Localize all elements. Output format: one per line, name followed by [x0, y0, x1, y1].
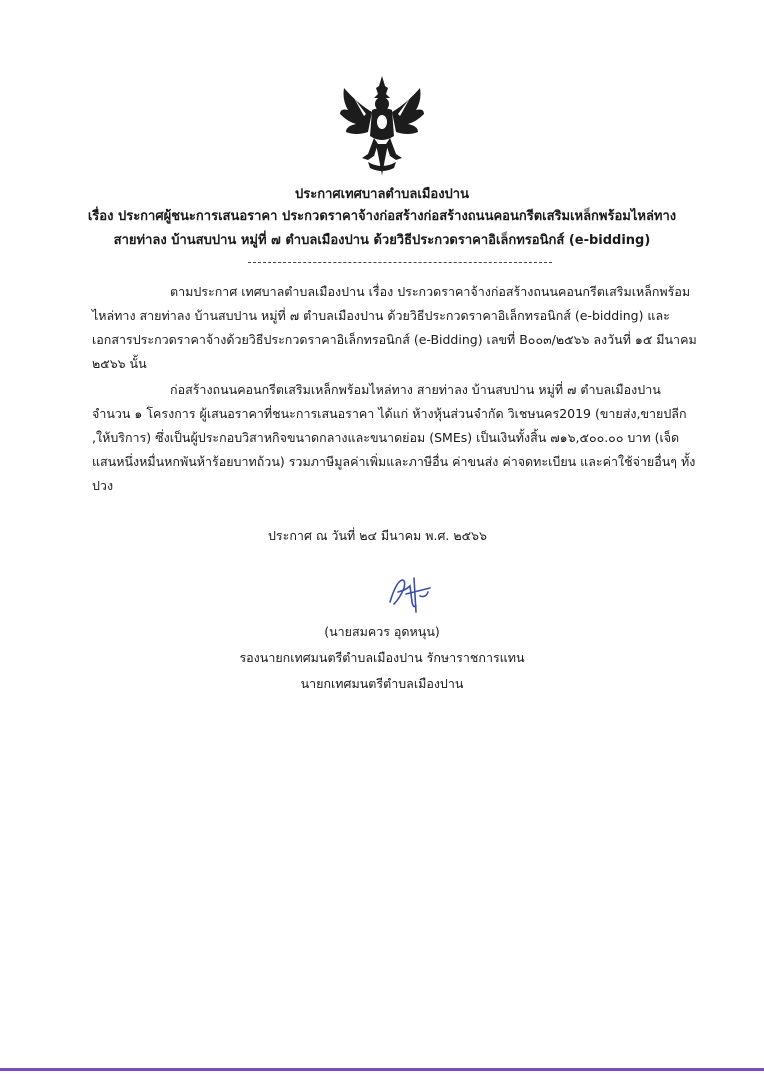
- signatory-position-1: รองนายกเทศมนตรีตำบลเมืองปาน รักษาราชการแทน: [239, 650, 525, 665]
- org-title: ประกาศเทศบาลตำบลเมืองปาน: [295, 187, 469, 202]
- subject-line-2: สายท่าลง บ้านสบปาน หมู่ที่ ๗ ตำบลเมืองปาน ด้วยวิธีประกวดราคาอิเล็กทรอนิกส์ (e-bidding): [113, 233, 651, 248]
- para1-line-2: ไหล่ทาง สายท่าลง บ้านสบปาน หมู่ที่ ๗ ตำบลเมืองปาน ด้วยวิธีประกวดราคาอิเล็กทรอนิกส์ (e-bidding) และ: [92, 308, 670, 323]
- para2-line-5: ปวง: [92, 478, 114, 493]
- para1-line-1: ตามประกาศ เทศบาลตำบลเมืองปาน เรื่อง ประกวดราคาจ้างก่อสร้างถนนคอนกรีตเสริมเหล็กพร้อม: [170, 284, 691, 299]
- signatory-name: (นายสมควร อุดหนุน): [324, 624, 440, 639]
- garuda-emblem-icon: [338, 74, 426, 178]
- para2-line-1: ก่อสร้างถนนคอนกรีตเสริมเหล็กพร้อมไหล่ทาง สายท่าลง บ้านสบปาน หมู่ที่ ๗ ตำบลเมืองปาน: [170, 382, 661, 397]
- para1-line-3: เอกสารประกวดราคาจ้างด้วยวิธีประกวดราคาอิเล็กทรอนิกส์ (e-Bidding) เลขที่ B๐๐๓/๒๕๖๖ ลงวันที่ ๑๕ มีนาคม: [92, 332, 697, 347]
- para2-line-2: จำนวน ๑ โครงการ ผู้เสนอราคาที่ชนะการเสนอราคา ได้แก่ ห้างหุ้นส่วนจำกัด วิเชษนคร2019 (ขายส่ง,ขายปลีก: [92, 406, 687, 421]
- signatory-position-2: นายกเทศมนตรีตำบลเมืองปาน: [300, 676, 464, 691]
- para2-line-3: ,ให้บริการ) ซึ่งเป็นผู้ประกอบวิสาหกิจขนาดกลางและขนาดย่อม (SMEs) เป็นเงินทั้งสิ้น ๗๑๖,๕๐๐.๐๐ บาท (เจ็ด: [92, 430, 680, 445]
- handwritten-signature: [384, 572, 434, 614]
- header-divider: [248, 262, 552, 263]
- bottom-border: [0, 1068, 764, 1071]
- announce-date: ประกาศ ณ วันที่ ๒๔ มีนาคม พ.ศ. ๒๕๖๖: [268, 528, 487, 543]
- subject-line-1: เรื่อง ประกาศผู้ชนะการเสนอราคา ประกวดราคาจ้างก่อสร้างก่อสร้างถนนคอนกรีตเสริมเหล็กพร้อมไหล่ทาง: [87, 209, 677, 224]
- para1-line-4: ๒๕๖๖ นั้น: [92, 356, 147, 371]
- para2-line-4: แสนหนึ่งหมื่นหกพันห้าร้อยบาทถ้วน) รวมภาษีมูลค่าเพิ่มและภาษีอื่น ค่าขนส่ง ค่าจดทะเบียน และค่าใช้จ่ายอื่นๆ ทั้ง: [92, 454, 696, 469]
